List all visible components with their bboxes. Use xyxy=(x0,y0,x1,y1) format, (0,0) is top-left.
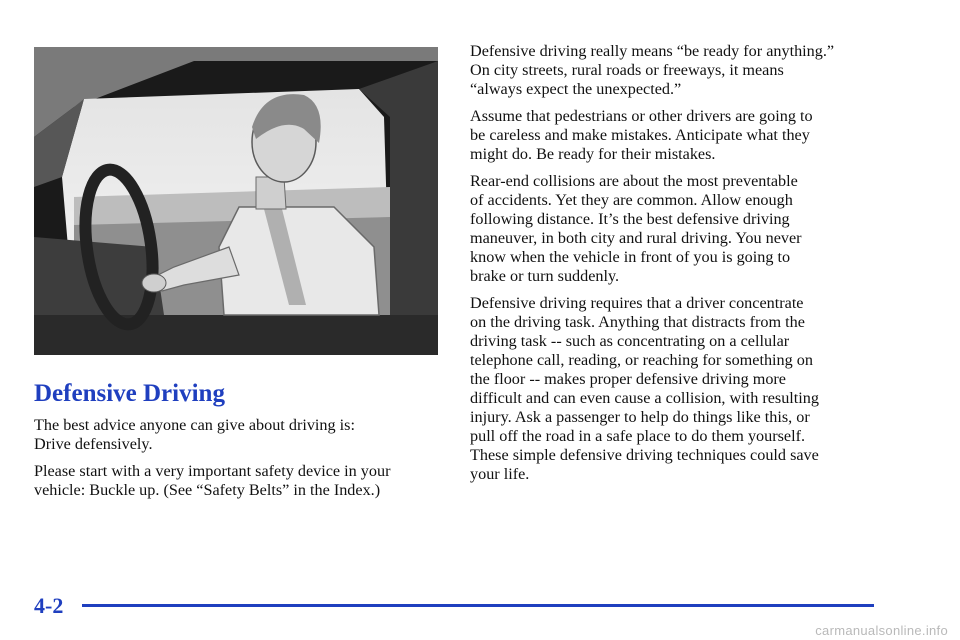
text-line: injury. Ask a passenger to help do things like this, or xyxy=(470,408,810,426)
text-line: On city streets, rural roads or freeways, it means xyxy=(470,61,784,79)
watermark: carmanualsonline.info xyxy=(815,623,948,638)
paragraph xyxy=(470,294,885,484)
paragraph xyxy=(34,416,454,454)
paragraph xyxy=(470,42,885,99)
text-line: pull off the road in a safe place to do them yourself. xyxy=(470,427,806,445)
right-column xyxy=(470,42,885,492)
text-line: driving task -- such as concentrating on a cellular xyxy=(470,332,790,350)
text-line: telephone call, reading, or reaching for something on xyxy=(470,351,813,369)
text-line: Rear-end collisions are about the most preventable xyxy=(470,172,798,190)
text-line: on the driving task. Anything that distracts from the xyxy=(470,313,805,331)
paragraph xyxy=(470,172,885,286)
text-line: the floor -- makes proper defensive driving more xyxy=(470,370,786,388)
text-line: “always expect the unexpected.” xyxy=(470,80,682,98)
text-line: Please start with a very important safety device in your xyxy=(34,462,391,480)
driver-hand xyxy=(142,274,166,292)
text-line: following distance. It’s the best defensive driving xyxy=(470,210,790,228)
text-line: maneuver, in both city and rural driving. You never xyxy=(470,229,802,247)
text-line: your life. xyxy=(470,465,530,483)
paragraph xyxy=(34,462,454,500)
text-line: difficult and can even cause a collision, with resulting xyxy=(470,389,819,407)
driver-illustration xyxy=(34,47,438,355)
left-column xyxy=(34,416,454,508)
text-line: Drive defensively. xyxy=(34,435,153,453)
driver-illustration-svg xyxy=(34,47,438,355)
text-line: be careless and make mistakes. Anticipate what they xyxy=(470,126,810,144)
text-line: vehicle: Buckle up. (See “Safety Belts” in the Index.) xyxy=(34,481,381,499)
text-line: of accidents. Yet they are common. Allow enough xyxy=(470,191,793,209)
text-line: Defensive driving requires that a driver concentrate xyxy=(470,294,804,312)
text-line: know when the vehicle in front of you is going to xyxy=(470,248,791,266)
page-number: 4-2 xyxy=(34,593,64,618)
section-heading: Defensive Driving xyxy=(34,380,225,407)
text-line: Defensive driving really means “be ready for anything.” xyxy=(470,42,835,60)
text-line: Assume that pedestrians or other drivers are going to xyxy=(470,107,813,125)
footer-rule xyxy=(82,604,874,607)
text-line: brake or turn suddenly. xyxy=(470,267,620,285)
text-line: The best advice anyone can give about driving is: xyxy=(34,416,355,434)
door-sill xyxy=(34,315,438,355)
text-line: These simple defensive driving techniques could save xyxy=(470,446,819,464)
paragraph xyxy=(470,107,885,164)
text-line: might do. Be ready for their mistakes. xyxy=(470,145,716,163)
